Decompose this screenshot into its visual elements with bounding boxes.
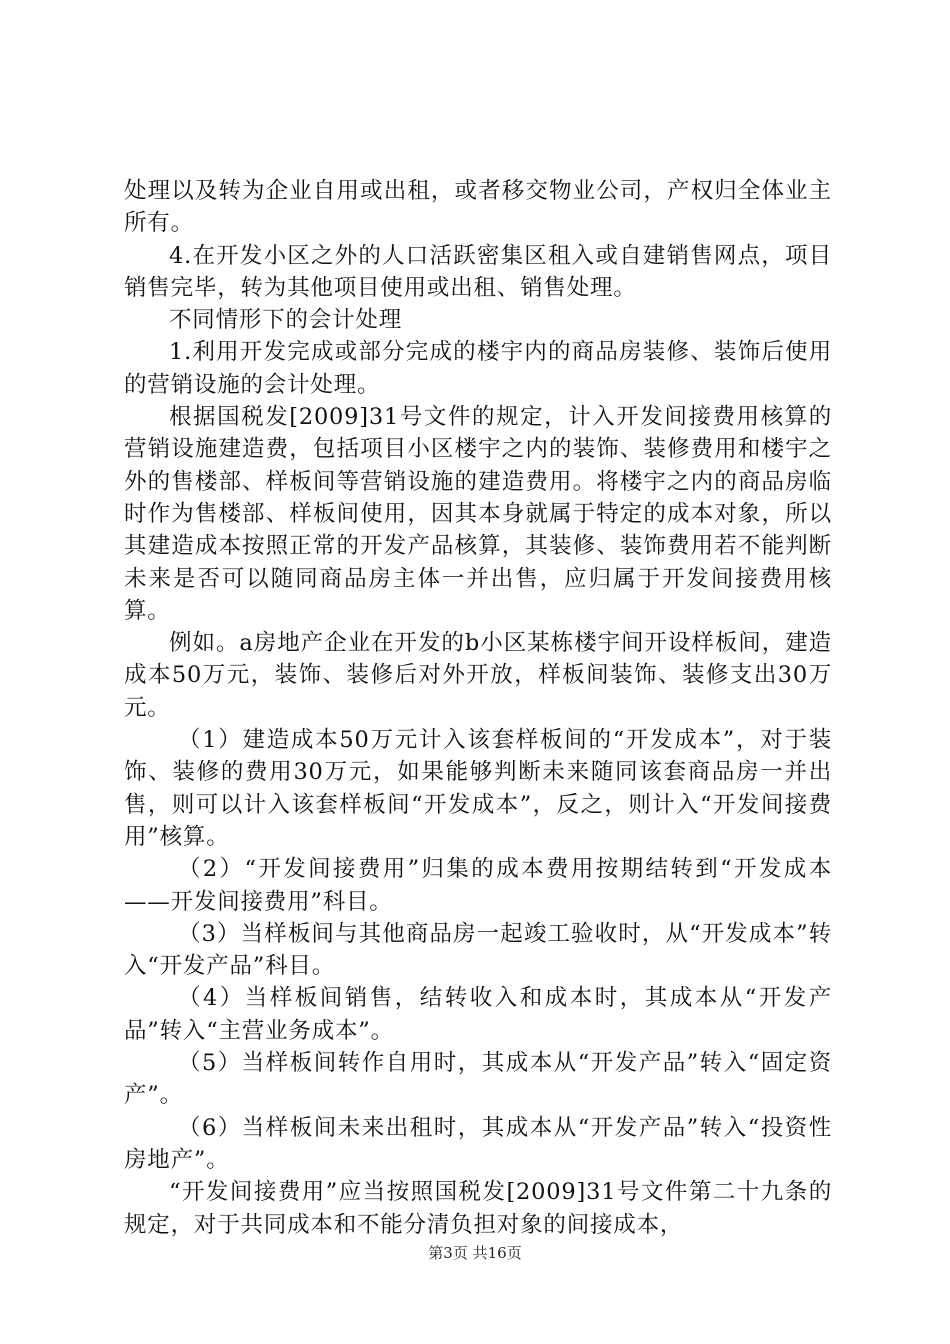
- paragraph-step-1: （1）建造成本50万元计入该套样板间的“开发成本”，对于装饰、装修的费用30万元，如果能够判断未来随同该套商品房一并出售，则可以计入该套样板间“开发成本”，反之，则计入“开发间接费用”核算。: [124, 727, 832, 850]
- paragraph-regulation: 根据国税发[2009]31号文件的规定，计入开发间接费用核算的营销设施建造费，包括项目小区楼宇之内的装饰、装修费用和楼宇之外的售楼部、样板间等营销设施的建造费用。将楼宇之内的商品房临时作为售楼部、样板间使用，因其本身就属于特定的成本对象，所以其建造成本按照正常的开发产品核算，其装修、装饰费用若不能判断未来是否可以随同商品房主体一并出售，应归属于开发间接费用核算。: [124, 404, 832, 624]
- paragraph-example: 例如。a房地产企业在开发的b小区某栋楼宇间开设样板间，建造成本50万元，装饰、装修后对外开放，样板间装饰、装修支出30万元。: [124, 630, 832, 721]
- paragraph-step-2: （2）“开发间接费用”归集的成本费用按期结转到“开发成本——开发间接费用”科目。: [124, 856, 832, 915]
- paragraph-step-5: （5）当样板间转作自用时，其成本从“开发产品”转入“固定资产”。: [124, 1050, 832, 1109]
- paragraph-step-6: （6）当样板间未来出租时，其成本从“开发产品”转入“投资性房地产”。: [124, 1114, 832, 1173]
- page-footer: [0, 1242, 950, 1263]
- paragraph-continuation: 处理以及转为企业自用或出租，或者移交物业公司，产权归全体业主所有。: [124, 178, 832, 237]
- page-number: 第3页 共16页: [428, 1244, 522, 1262]
- document-body: [124, 175, 832, 1241]
- section-heading: 不同情形下的会计处理: [169, 307, 403, 334]
- paragraph-step-3: （3）当样板间与其他商品房一起竣工验收时，从“开发成本”转入“开发产品”科目。: [124, 920, 832, 980]
- paragraph-item-1: 1.利用开发完成或部分完成的楼宇内的商品房装修、装饰后使用的营销设施的会计处理。: [124, 339, 832, 398]
- paragraph-item-4: 4.在开发小区之外的人口活跃密集区租入或自建销售网点，项目销售完毕，转为其他项目使用或出租、销售处理。: [124, 242, 832, 301]
- paragraph-step-4: （4）当样板间销售，结转收入和成本时，其成本从“开发产品”转入“主营业务成本”。: [124, 985, 832, 1044]
- paragraph-indirect-cost: “开发间接费用”应当按照国税发[2009]31号文件第二十九条的规定，对于共同成本和不能分清负担对象的间接成本，: [124, 1179, 832, 1238]
